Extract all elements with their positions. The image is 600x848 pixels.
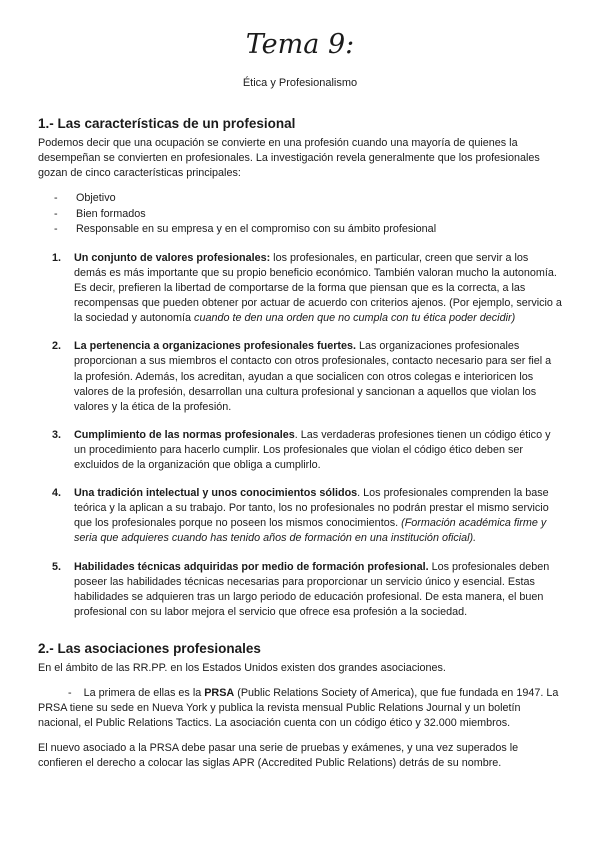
dash-marker: - <box>54 207 58 220</box>
numbered-item-text: Habilidades técnicas adquiridas por medio de formación profesional. Los profesionales deben poseer las habilidades técnicas necesarias para proporcionar un servicio único y esencial. Estas habilidades se adquieren tras un largo periodo de educación profesional. De esta manera, el buen profesional con su labor mejora el servicio que ofrece esa profesión a la sociedad. <box>74 560 550 618</box>
section-1-heading: 1.- Las características de un profesional <box>38 116 296 132</box>
professional-characteristics-numbered-list <box>38 251 562 620</box>
doc-title: Tema 9: <box>245 29 355 60</box>
dash-marker: - <box>54 192 58 205</box>
numbered-item <box>52 486 562 546</box>
list-item <box>54 191 562 206</box>
list-item-text: Objetivo <box>76 192 116 205</box>
dash-marker: - <box>54 222 58 235</box>
numbered-item-text: La pertenencia a organizaciones profesionales fuertes. Las organizaciones profesionales proporcionan a sus miembros el contacto con otros profesionales, contacto necesario para ser fiel a la profesión. Además, los acreditan, ayudan a que socialicen con otros colegas e interioricen los valores de la profesión, desarrollan una cultura profesional y sancionan a aquellos que violan los valores y la ética de la profesión. <box>74 340 552 413</box>
item-number: 3. <box>52 428 62 441</box>
item-number: 4. <box>52 487 62 500</box>
list-item-text: Bien formados <box>76 207 146 220</box>
numbered-item <box>52 428 562 473</box>
apr-paragraph: El nuevo asociado a la PRSA debe pasar una serie de pruebas y exámenes, y una vez superados le confieren el derecho a colocar las siglas APR (Accredited Public Relations) detrás de su nombre. <box>38 742 519 770</box>
list-item-text: Responsable en su empresa y en el compromiso con su ámbito profesional <box>76 222 437 235</box>
numbered-item <box>52 339 562 415</box>
item-number: 5. <box>52 560 62 573</box>
list-item <box>54 207 562 222</box>
section-2-intro: En el ámbito de las RR.PP. en los Estados Unidos existen dos grandes asociaciones. <box>38 661 446 674</box>
section-1-intro: Podemos decir que una ocupación se convierte en una profesión cuando una mayoría de quienes la desempeñan se convierten en profesionales. La investigación revela generalmente que los profesionales gozan de cinco características principales: <box>38 137 540 180</box>
doc-subtitle: Ética y Profesionalismo <box>242 76 358 89</box>
numbered-item <box>52 251 562 327</box>
section-2-heading: 2.- Las asociaciones profesionales <box>38 641 261 657</box>
numbered-item-text: Un conjunto de valores profesionales: los profesionales, en particular, creen que servir a los demás es más importante que su propio beneficio económico. También valoran mucho la autonomía. Es decir, prefieren la libertad de comportarse de la forma que piensan que es la correcta, a las recompensas que pueden obtener por actuar de acuerdo con criterios ajenos. (Por ejemplo, servicio a la sociedad y autonomía cuando te den una orden que no cumpla con tu ética poder decidir) <box>74 251 562 325</box>
list-item <box>54 222 562 237</box>
item-number: 2. <box>52 340 62 353</box>
item-number: 1. <box>52 251 62 264</box>
characteristics-dash-list <box>54 191 562 236</box>
numbered-item <box>52 560 562 620</box>
numbered-item-text: Cumplimiento de las normas profesionales. Las verdaderas profesiones tienen un código ético y un procedimiento para hacerlo cumplir. Los profesionales que violan el código ético deben ser excluidos de la organización que obliga a cumplirlo. <box>74 428 551 472</box>
numbered-item-text: Una tradición intelectual y unos conocimientos sólidos. Los profesionales comprenden la base teórica y la aplican a su trabajo. Por tanto, los no profesionales no podrán prestar el mismo servicio que los profesionales porque no poseen los mismos conocimientos. (Formación académica firme y seria que adquieres cuando has tenido años de formación en una institución oficial). <box>74 487 549 545</box>
prsa-paragraph: - La primera de ellas es la PRSA (Public Relations Society of America), que fue fundada en 1947. La PRSA tiene su sede en Nueva York y publica la revista mensual Public Relations Journal y un boletín nacional, el Public Relations Tactics. La asociación cuenta con un código ético y 32.000 miembros. <box>38 687 559 730</box>
